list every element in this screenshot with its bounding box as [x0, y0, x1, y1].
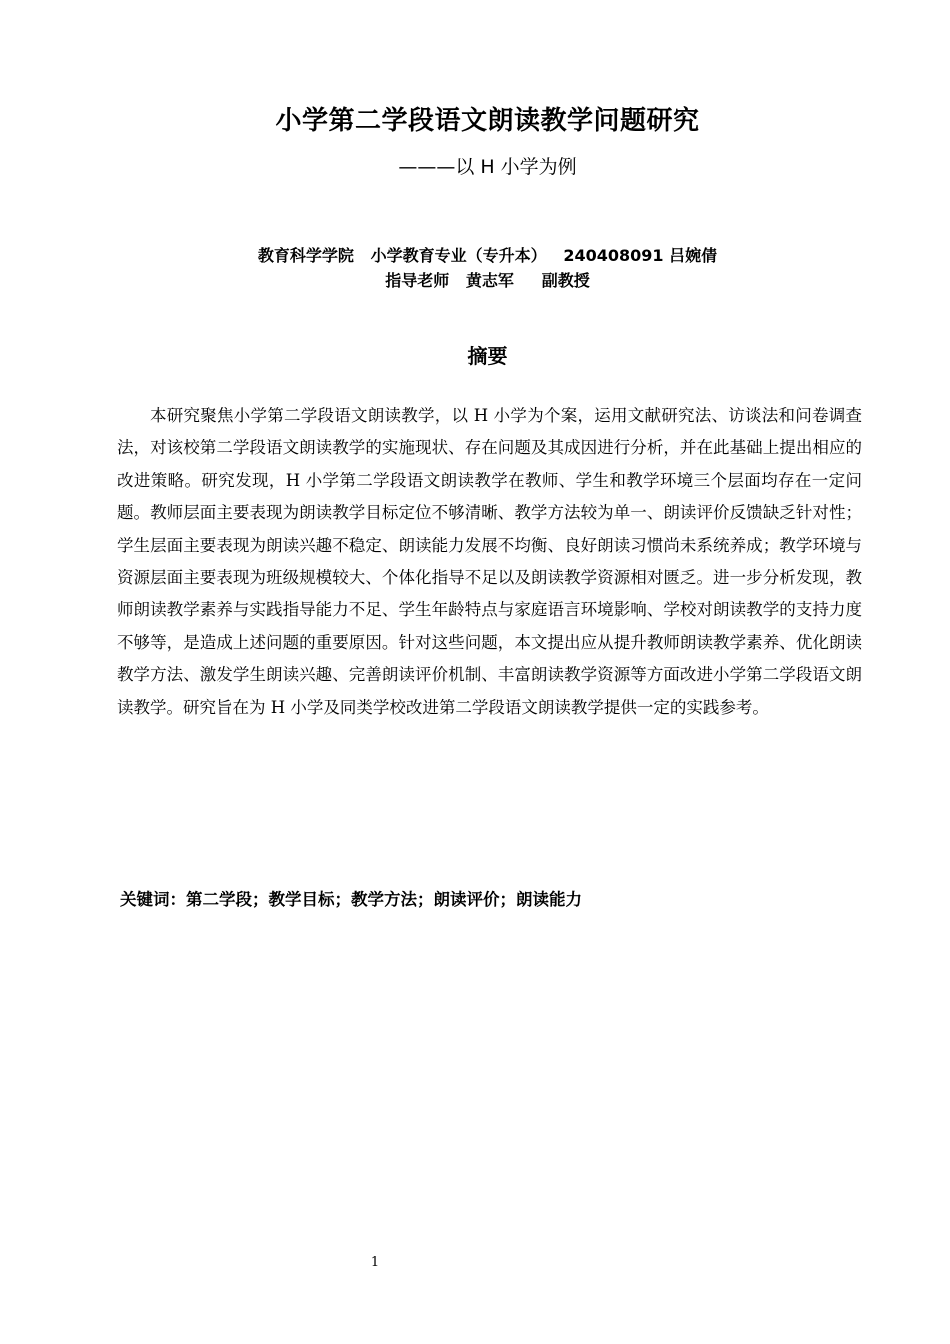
document-subtitle: ———以 H 小学为例: [398, 156, 577, 178]
abstract-body: 本研究聚焦小学第二学段语文朗读教学，以 H 小学为个案，运用文献研究法、访谈法和问卷调查法，对该校第二学段语文朗读教学的实施现状、存在问题及其成因进行分析，并在此基础上提出相应的改进策略。研究发现，H 小学第二学段语文朗读教学在教师、学生和教学环境三个层面均存在一定问题。教师层面主要表现为朗读教学目标定位不够清晰、教学方法较为单一、朗读评价反馈缺乏针对性；学生层面主要表现为朗读兴趣不稳定、朗读能力发展不均衡、良好朗读习惯尚未系统养成；教学环境与资源层面主要表现为班级规模较大、个体化指导不足以及朗读教学资源相对匮乏。进一步分析发现，教师朗读教学素养与实践指导能力不足、学生年龄特点与家庭语言环境影响、学校对朗读教学的支持力度不够等，是造成上述问题的重要原因。针对这些问题，本文提出应从提升教师朗读教学素养、优化朗读教学方法、激发学生朗读兴趣、完善朗读评价机制、丰富朗读教学资源等方面改进小学第二学段语文朗读教学。研究旨在为 H 小学及同类学校改进第二学段语文朗读教学提供一定的实践参考。: [117, 406, 862, 717]
document-title: 小学第二学段语文朗读教学问题研究: [275, 106, 700, 136]
page-number: 1: [370, 1255, 380, 1270]
author-info-line: 教育科学学院 小学教育专业（专升本） 240408091 吕婉倩: [257, 246, 718, 265]
advisor-info-line: 指导老师 黄志军 副教授: [385, 271, 590, 290]
abstract-heading: 摘要: [467, 344, 508, 368]
keywords-line: 关键词：第二学段；教学目标；教学方法；朗读评价；朗读能力: [120, 890, 582, 909]
